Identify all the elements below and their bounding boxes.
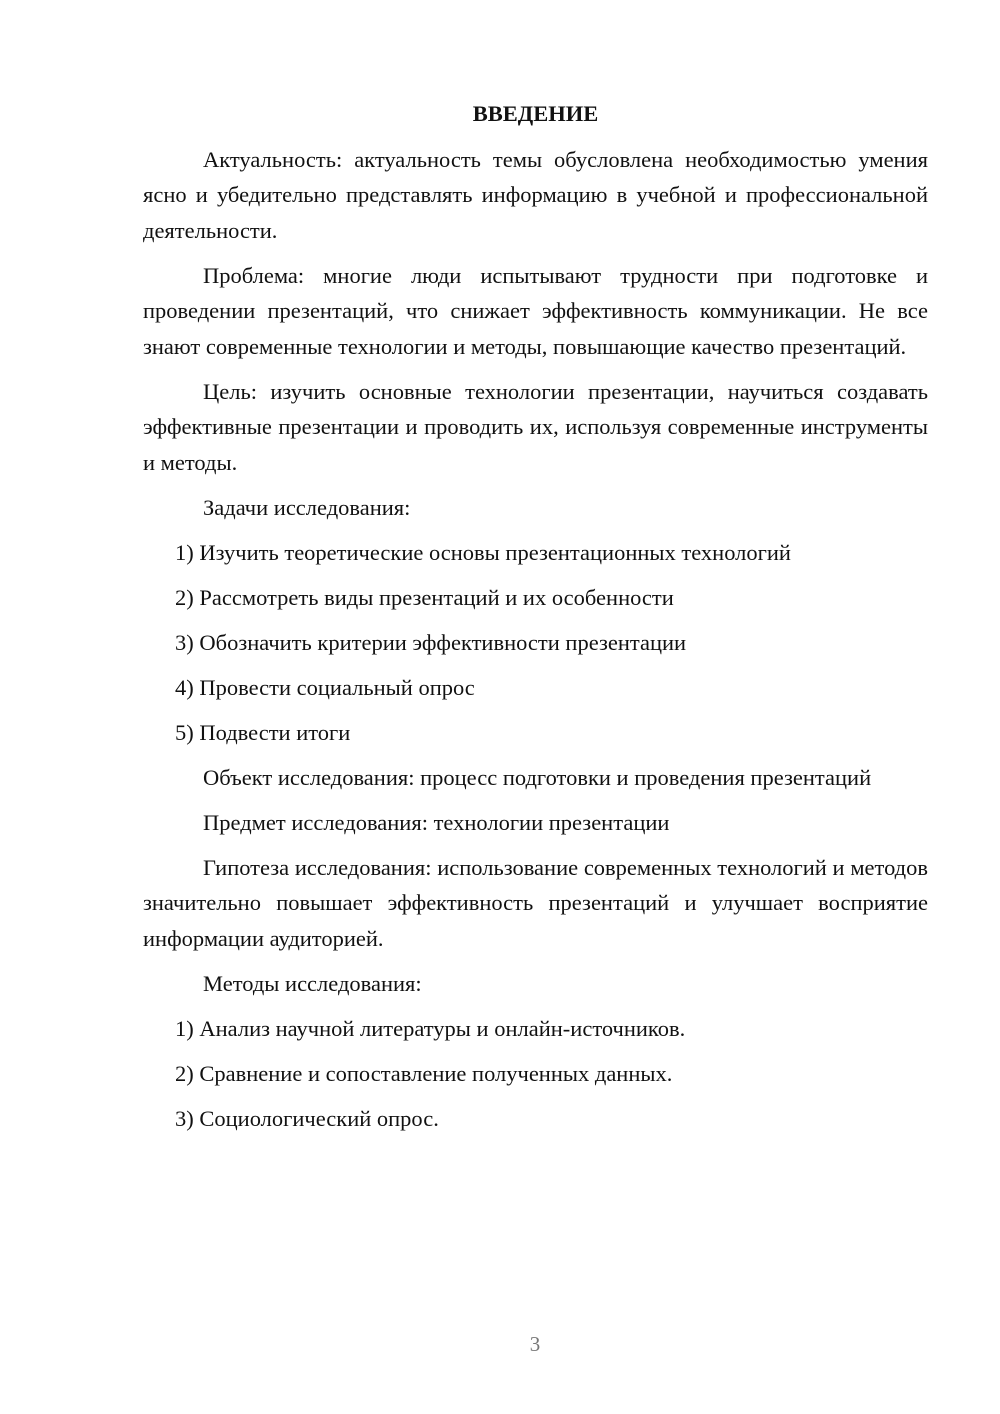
problem-paragraph: Проблема: многие люди испытывают трудности при подготовке и проведении презентаций, что снижает эффективность коммуникации. Не все знают современные технологии и методы, повышающие качество презентаций. xyxy=(143,262,928,359)
task-item: 3) Обозначить критерии эффективности презентации xyxy=(175,629,687,655)
method-item: 1) Анализ научной литературы и онлайн-источников. xyxy=(175,1015,686,1041)
hypothesis-paragraph: Гипотеза исследования: использование современных технологий и методов значительно повышает эффективность презентаций и улучшает восприятие информации аудиторией. xyxy=(143,854,928,951)
relevance-paragraph: Актуальность: актуальность темы обусловлена необходимостью умения ясно и убедительно представлять информацию в учебной и профессиональной деятельности. xyxy=(143,146,928,243)
methods-heading: Методы исследования: xyxy=(203,970,422,996)
task-item: 4) Провести социальный опрос xyxy=(175,674,475,700)
subject-paragraph: Предмет исследования: технологии презентации xyxy=(203,809,670,835)
object-paragraph: Объект исследования: процесс подготовки и проведения презентаций xyxy=(203,764,872,790)
tasks-heading: Задачи исследования: xyxy=(203,494,411,520)
page-number: 3 xyxy=(529,1332,541,1356)
method-item: 2) Сравнение и сопоставление полученных данных. xyxy=(175,1060,673,1086)
goal-paragraph: Цель: изучить основные технологии презентации, научиться создавать эффективные презентации и проводить их, используя современные инструменты и методы. xyxy=(143,378,928,475)
task-item: 5) Подвести итоги xyxy=(175,719,351,745)
section-heading: ВВЕДЕНИЕ xyxy=(472,101,599,126)
method-item: 3) Социологический опрос. xyxy=(175,1105,439,1131)
task-item: 1) Изучить теоретические основы презентационных технологий xyxy=(175,539,791,565)
page-content xyxy=(143,96,928,1146)
task-item: 2) Рассмотреть виды презентаций и их особенности xyxy=(175,584,674,610)
